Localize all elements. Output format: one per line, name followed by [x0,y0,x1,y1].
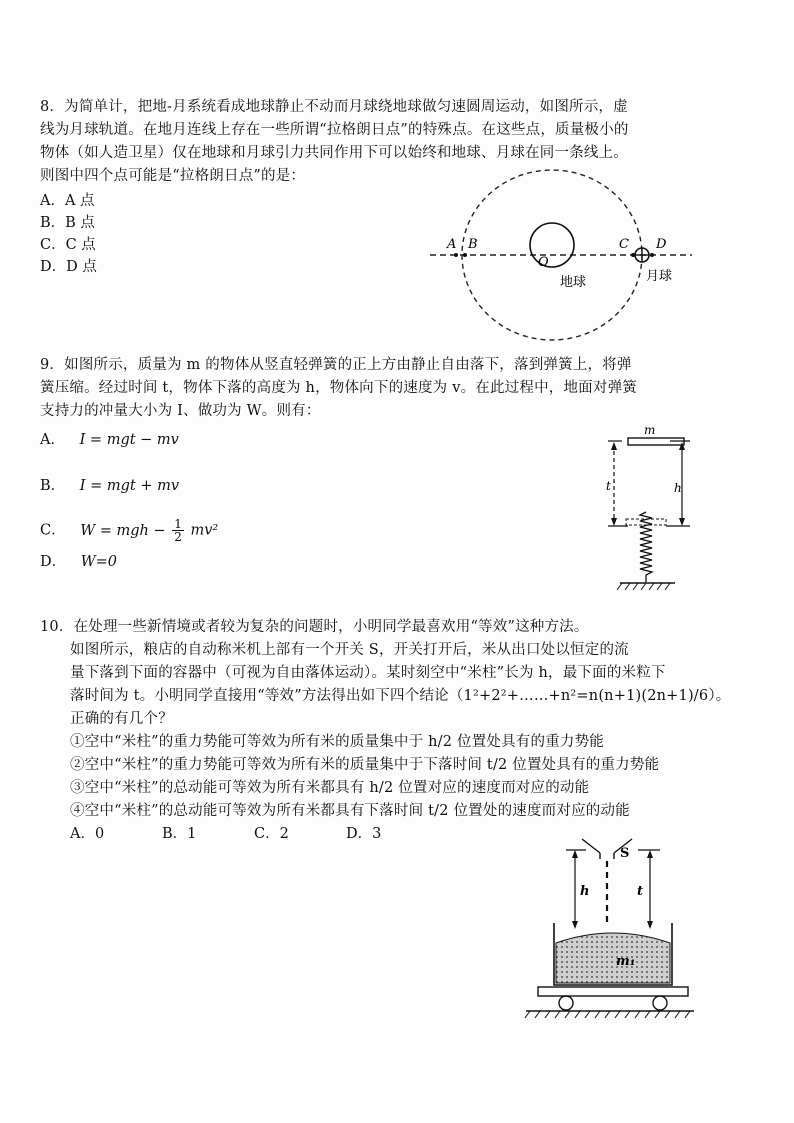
q9-option-d [40,552,117,572]
scale-platform [538,987,688,996]
q9-option-a-label: A． [40,432,65,448]
q8-line-4: 则图中四个点可能是“拉格朗日点”的是： [40,168,306,184]
spring [640,512,652,582]
label-a: A [447,237,457,252]
point-b-dot [463,253,467,257]
q10-rice-machine-diagram [520,835,700,1030]
label-o: O [538,255,549,270]
q9-option-b-label: B． [40,478,66,494]
q9-option-c-expr-left: W = mgh − [80,522,166,539]
q9-option-c-expr-right: mv² [190,522,219,539]
point-c-dot [631,253,635,257]
q8-earth-moon-diagram [420,160,700,345]
q8-option-c: C．C 点 [40,237,96,253]
q10-line-1: 10．在处理一些新情境或者较为复杂的问题时，小明同学最喜欢用“等效”这种方法。 [40,619,589,635]
q10-statement-4: ④空中“米柱”的总动能可等效为所有米都具有下落时间 t/2 位置处的速度而对应的动能 [70,803,630,819]
q8-option-b: B．B 点 [40,215,95,231]
q10-line-2: 如图所示，粮店的自动称米机上部有一个开关 S，开关打开后，米从出口处以恒定的流 [70,642,629,658]
q9-option-d-label: D． [40,554,67,570]
mass-label: m₁ [616,954,636,969]
q10-option-b: B．1 [162,826,197,842]
q9-line-1: 9．如图所示，质量为 m 的物体从竖直轻弹簧的正上方由静止自由落下，落到弹簧上，将弹 [40,357,632,373]
q10-option-c: C．2 [254,826,289,842]
label-b: B [468,237,478,252]
q9-line-2: 簧压缩。经过时间 t，物体下落的高度为 h，物体向下的速度为 v。在此过程中，地面对弹簧 [40,380,637,396]
q10-statement-2: ②空中“米柱”的重力势能可等效为所有米的质量集中于下落时间 t/2 位置处具有的重力势能 [70,757,660,773]
q10-option-a: A．0 [70,826,105,842]
q10-line-3: 量下落到下面的容器中（可视为自由落体运动）。某时刻空中“米柱”长为 h，最下面的米粒下 [70,665,666,681]
q9-option-d-expr: W=0 [80,554,118,570]
q8-line-3: 物体（如人造卫星）仅在地球和月球引力共同作用下可以始终和地球、月球在同一条线上。 [40,145,628,161]
moon-label: 月球 [646,269,673,284]
q8-option-d: D．D 点 [40,259,97,275]
t-label: t [606,479,611,493]
q8-option-a: A．A 点 [40,193,95,209]
point-d-dot [650,253,654,257]
h-label: h [674,481,682,495]
q9-option-b [40,476,179,496]
q9-option-b-expr: I = mgt + mv [79,478,180,494]
earth-circle [530,223,574,267]
q9-option-c-label: C． [40,522,66,539]
q10-statement-1: ①空中“米柱”的重力势能可等效为所有米的质量集中于 h/2 位置处具有的重力势能 [70,734,604,750]
q10-line-4: 落时间为 t。小明同学直接用“等效”方法得出如下四个结论（1²+2²+……+n²=n(n+1)(2n+1)/6）。 [70,688,731,704]
mass-label: m [644,423,656,437]
wheel-right [653,996,667,1010]
q9-line-3: 支持力的冲量大小为 I、做功为 W。则有： [40,403,321,419]
earth-label: 地球 [560,275,587,290]
t-label: t [637,884,644,899]
q8-line-1: 8．为简单计，把地-月系统看成地球静止不动而月球绕地球做匀速圆周运动，如图所示，虚 [40,99,628,115]
q8-line-2: 线为月球轨道。在地月连线上存在一些所谓“拉格朗日点”的特殊点。在这些点，质量极小的 [40,122,629,138]
q10-option-d: D．3 [346,826,382,842]
wheel-left [559,996,573,1010]
q9-fraction-denominator: 2 [174,530,182,544]
q9-option-c [40,518,218,543]
q10-statement-3: ③空中“米柱”的总动能可等效为所有米都具有 h/2 位置对应的速度而对应的动能 [70,780,590,796]
switch-label: S [620,846,630,861]
q10-line-5: 正确的有几个？ [70,711,173,727]
q9-option-a [40,430,179,450]
q9-spring-diagram [600,420,710,595]
q9-option-c-fraction [172,518,184,543]
label-c: C [619,237,629,252]
point-a-dot [454,253,458,257]
q9-fraction-numerator: 1 [174,517,182,531]
label-d: D [656,237,667,252]
h-label: h [580,884,590,899]
q9-option-a-expr: I = mgt − mv [79,432,179,448]
